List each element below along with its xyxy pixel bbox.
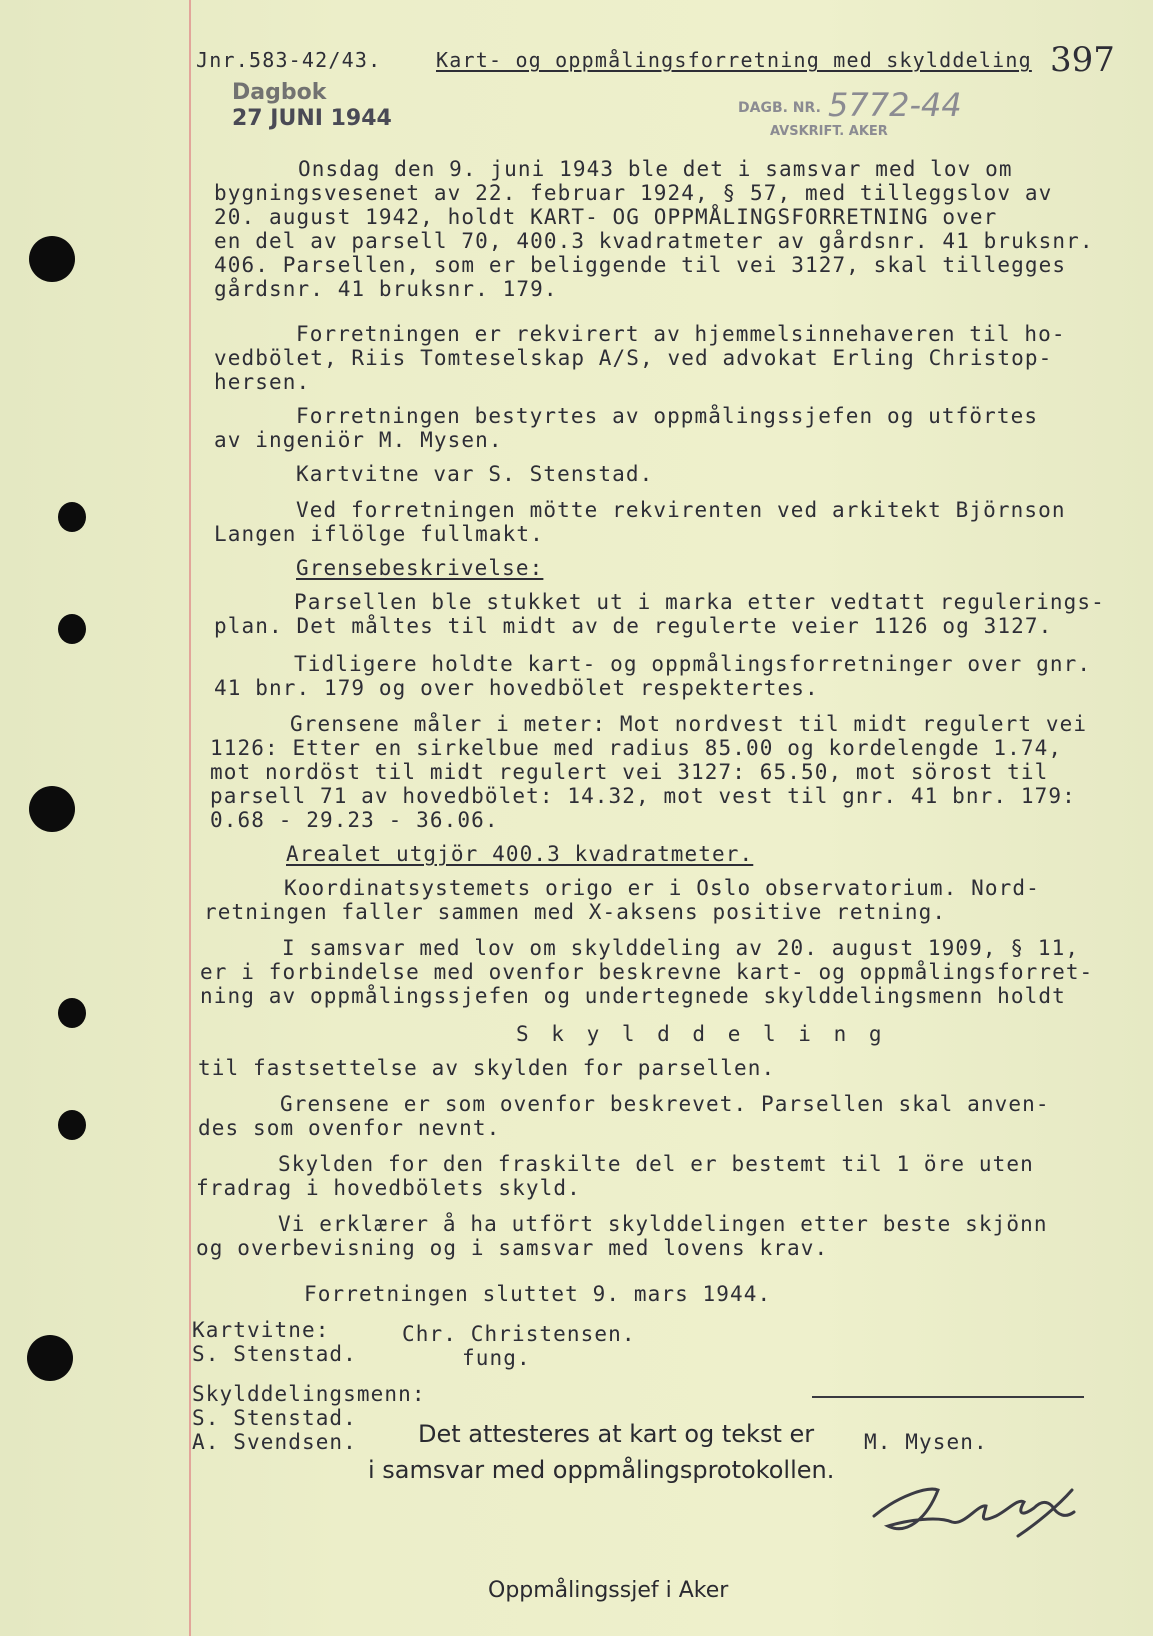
body-line: hersen. [214, 370, 311, 394]
body-line: parsell 71 av hovedbölet: 14.32, mot vest til gnr. 41 bnr. 179: [210, 784, 1076, 808]
avskrift-stamp: AVSKRIFT. AKER [770, 124, 888, 139]
closing-line: Forretningen sluttet 9. mars 1944. [304, 1282, 772, 1306]
kartvitne-label: Kartvitne: [192, 1318, 330, 1342]
binder-hole [58, 502, 86, 532]
body-line: I samsvar med lov om skylddeling av 20. august 1909, § 11, [282, 936, 1080, 960]
skyld-name: A. Svendsen. [192, 1430, 357, 1454]
page-number: 397 [1050, 40, 1115, 80]
binder-hole [27, 1335, 73, 1381]
dagb-label: DAGB. NR. [738, 100, 821, 116]
body-line: vedbölet, Riis Tomteselskap A/S, ved advokat Erling Christop- [214, 346, 1053, 370]
dagb-number: 5772-44 [828, 86, 962, 124]
body-line: plan. Det måltes til midt av de regulerte veier 1126 og 3127. [214, 614, 1053, 638]
handwritten-initials [868, 1476, 1084, 1550]
body-line: Parsellen ble stukket ut i marka etter vedtatt regulerings- [294, 590, 1105, 614]
binder-hole [58, 998, 86, 1028]
body-line: 406. Parsellen, som er beliggende til vei 3127, skal tillegges [214, 253, 1067, 277]
signature-line [812, 1396, 1084, 1398]
binder-hole [29, 786, 75, 832]
document-title: Kart- og oppmålingsforretning med skylddeling [436, 48, 1032, 72]
skyld-label: Skylddelingsmenn: [192, 1382, 426, 1406]
body-line: ning av oppmålingssjefen og undertegnede skylddelingsmenn holdt [200, 984, 1066, 1008]
signer-name: M. Mysen. [864, 1430, 988, 1454]
binder-hole [58, 1110, 86, 1140]
kartvitne-name: S. Stenstad. [192, 1342, 357, 1366]
body-line: fradrag i hovedbölets skyld. [196, 1176, 581, 1200]
skyld-name: S. Stenstad. [192, 1406, 357, 1430]
body-line: Forretningen bestyrtes av oppmålingssjefen og utförtes [296, 404, 1039, 428]
attest-line: i samsvar med oppmålingsprotokollen. [368, 1456, 835, 1484]
section-heading: Grensebeskrivelse: [296, 556, 544, 580]
body-line: Tidligere holdte kart- og oppmålingsforretninger over gnr. [294, 652, 1092, 676]
area-heading: Arealet utgjör 400.3 kvadratmeter. [286, 842, 754, 866]
body-line: Koordinatsystemets origo er i Oslo observatorium. Nord- [284, 876, 1040, 900]
body-line: Vi erklærer å ha utfört skylddelingen etter beste skjönn [278, 1212, 1048, 1236]
body-line: Langen iflölge fullmakt. [214, 522, 544, 546]
body-line: Skylden for den fraskilte del er bestemt til 1 öre uten [278, 1152, 1034, 1176]
body-line: bygningsvesenet av 22. februar 1924, § 57, med tilleggslov av [214, 181, 1053, 205]
dagbok-stamp: Dagbok [232, 80, 327, 105]
body-line: 0.68 - 29.23 - 36.06. [210, 808, 499, 832]
body-line: Grensene er som ovenfor beskrevet. Parsellen skal anven- [280, 1092, 1050, 1116]
body-line: Kartvitne var S. Stenstad. [296, 462, 654, 486]
body-line: mot nordöst til midt regulert vei 3127: 65.50, mot sörost til [210, 760, 1049, 784]
body-line: 20. august 1942, holdt KART- OG OPPMÅLINGSFORRETNING over [214, 205, 998, 229]
body-line: av ingeniör M. Mysen. [214, 428, 503, 452]
journal-number: Jnr.583-42/43. [196, 48, 382, 72]
body-line: des som ovenfor nevnt. [198, 1116, 501, 1140]
skylddeling-heading: S k y l d d e l i n g [516, 1022, 887, 1046]
body-line: retningen faller sammen med X-aksens positive retning. [204, 900, 947, 924]
body-line: 1126: Etter en sirkelbue med radius 85.00 og kordelengde 1.74, [210, 736, 1063, 760]
body-line: Grensene måler i meter: Mot nordvest til midt regulert vei [290, 712, 1088, 736]
body-line: 41 bnr. 179 og over hovedbölet respektertes. [214, 676, 819, 700]
signer-title: fung. [462, 1346, 531, 1370]
body-line: gårdsnr. 41 bruksnr. 179. [214, 277, 558, 301]
office-footer: Oppmålingssjef i Aker [488, 1578, 729, 1603]
binder-hole [29, 236, 75, 282]
binder-hole [58, 614, 86, 644]
date-stamp: 27 JUNI 1944 [232, 106, 392, 131]
signer-name: Chr. Christensen. [402, 1322, 636, 1346]
body-line: og overbevisning og i samsvar med lovens krav. [196, 1236, 829, 1260]
body-line: er i forbindelse med ovenfor beskrevne kart- og oppmålingsforret- [200, 960, 1094, 984]
margin-line [189, 0, 191, 1636]
body-line: Ved forretningen mötte rekvirenten ved arkitekt Björnson [296, 498, 1066, 522]
attest-line: Det attesteres at kart og tekst er [418, 1420, 815, 1448]
body-line: Forretningen er rekvirert av hjemmelsinnehaveren til ho- [296, 322, 1066, 346]
body-line: Onsdag den 9. juni 1943 ble det i samsvar med lov om [298, 157, 1013, 181]
body-line: en del av parsell 70, 400.3 kvadratmeter av gårdsnr. 41 bruksnr. [214, 229, 1094, 253]
body-line: til fastsettelse av skylden for parsellen. [198, 1056, 776, 1080]
